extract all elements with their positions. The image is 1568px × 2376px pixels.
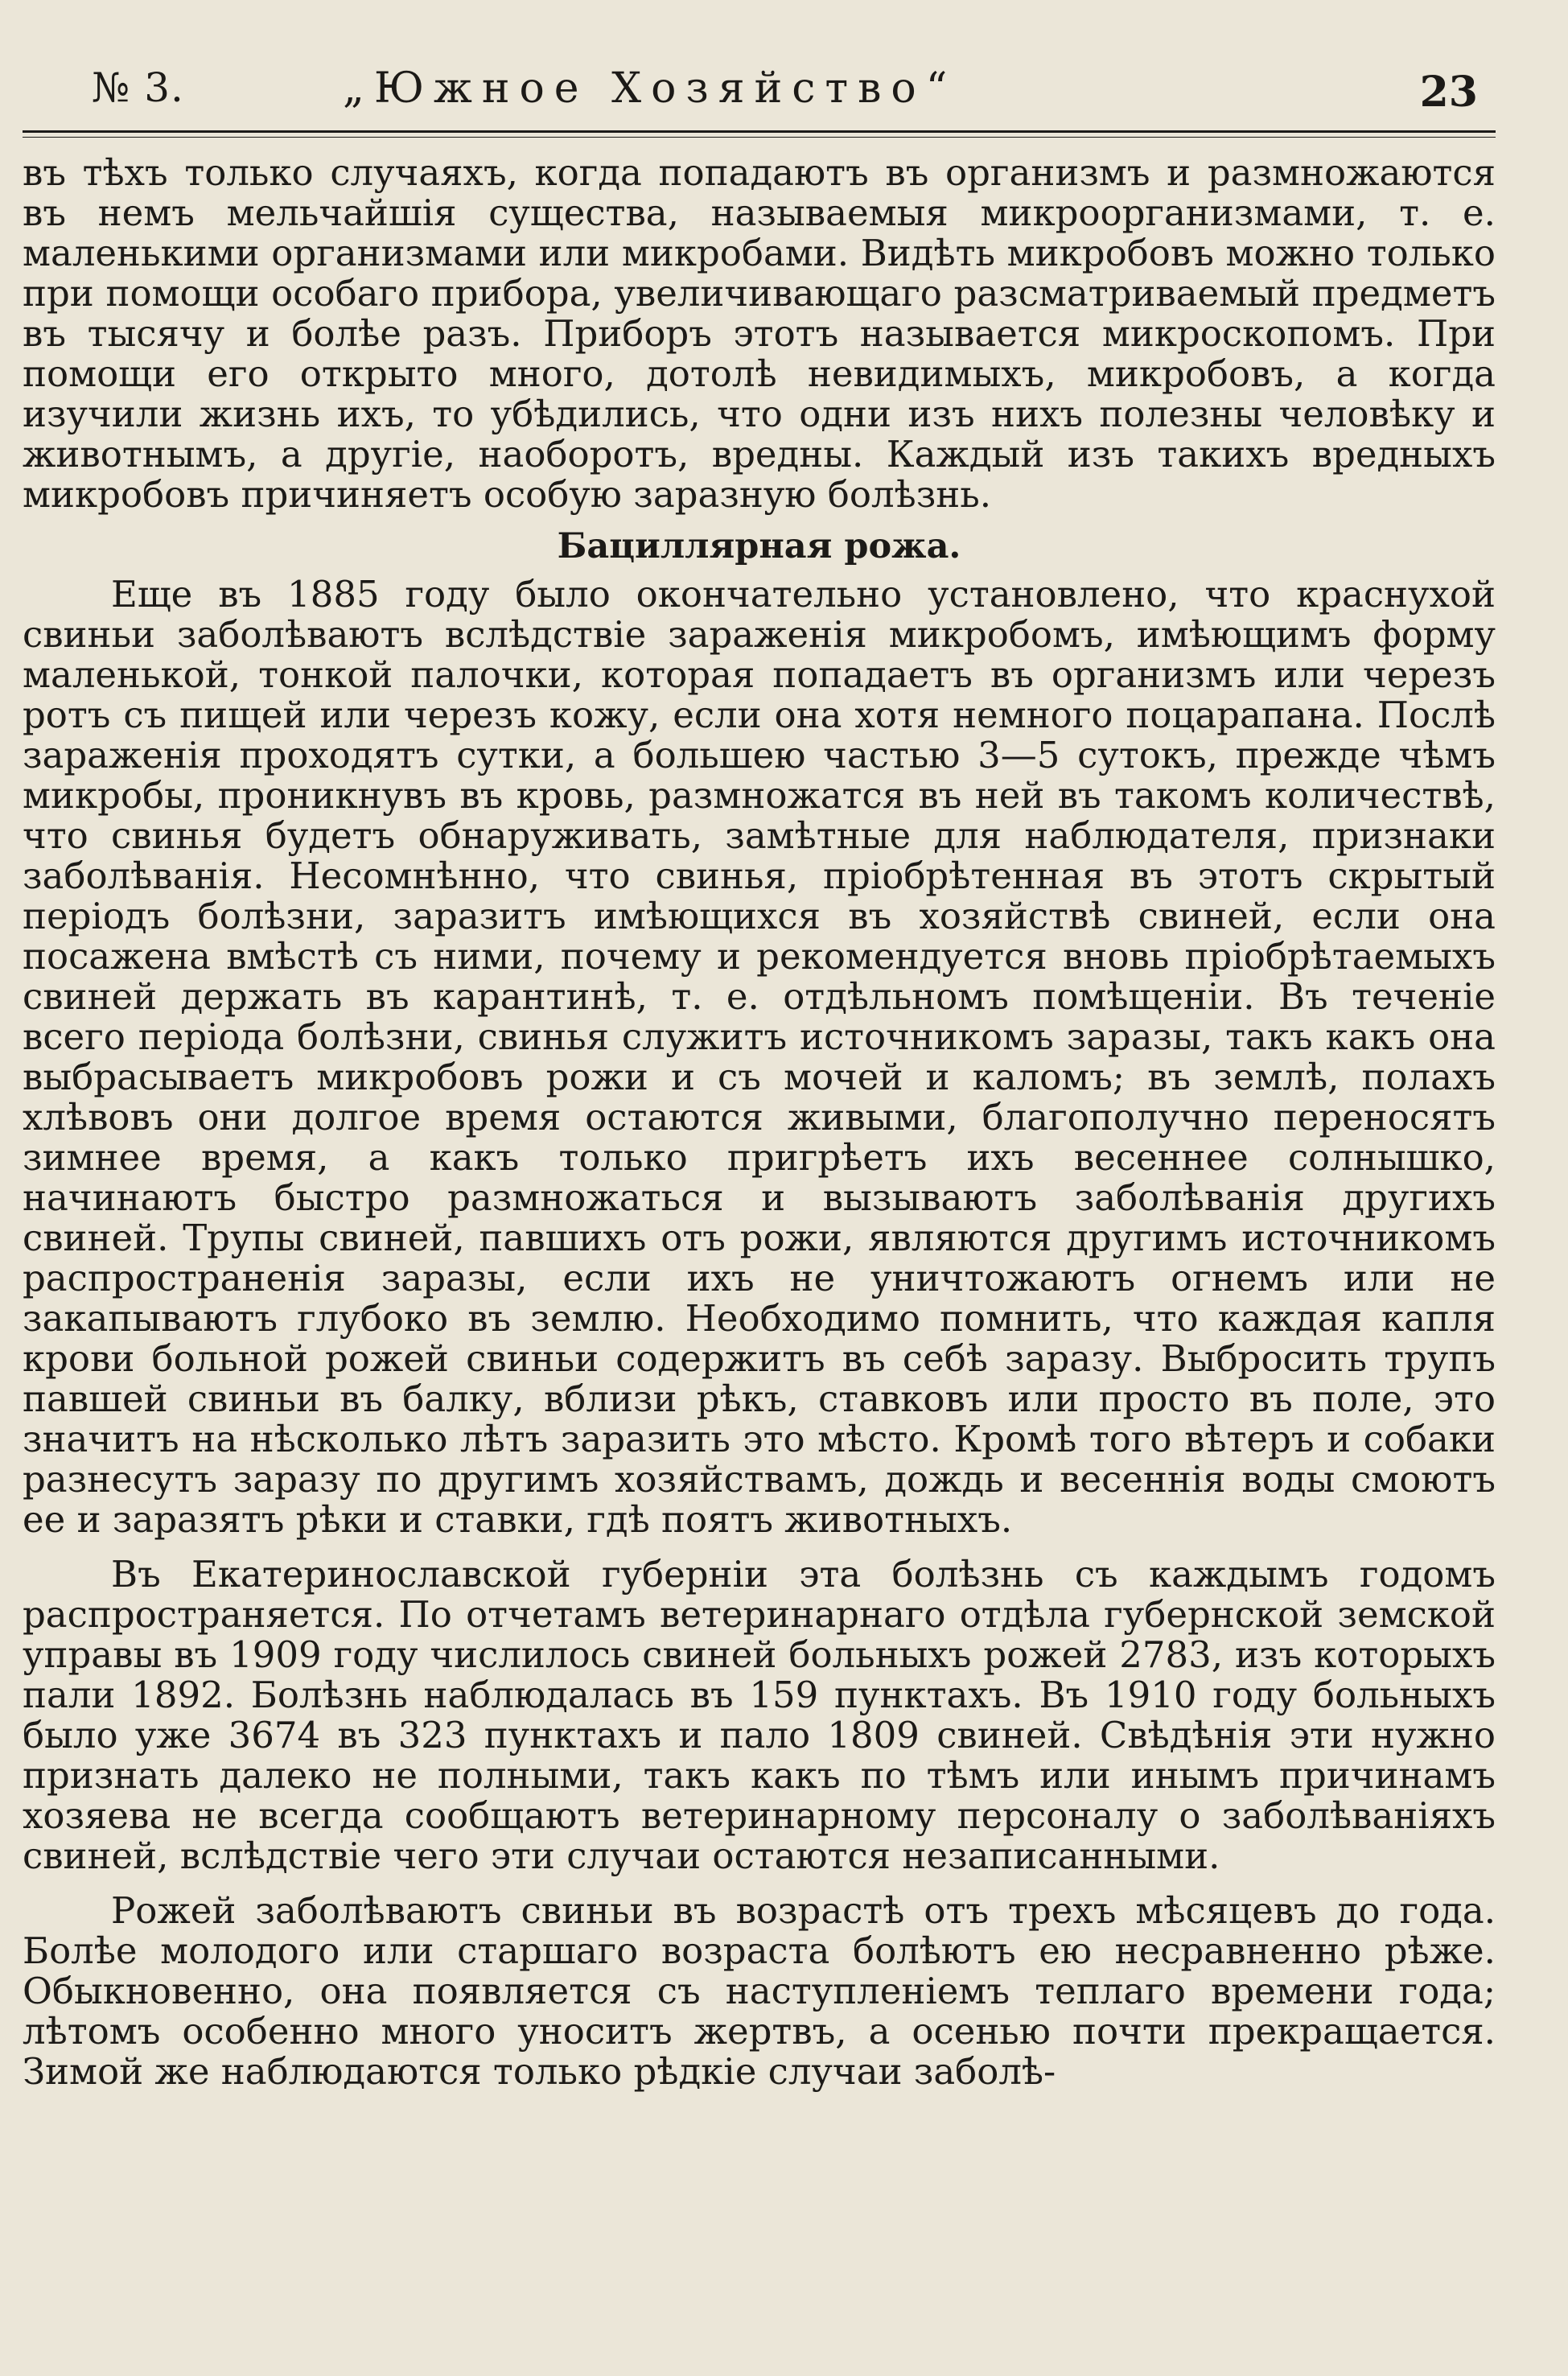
article-body: [23, 135, 1496, 2092]
header-rule-thin: [23, 137, 1496, 138]
journal-title: „Южное Хозяйство“: [343, 64, 957, 113]
header-rule: [23, 130, 1496, 133]
paragraph: Рожей заболѣваютъ свиньи въ возрастѣ отъ трехъ мѣсяцевъ до года. Болѣе молодого или старшаго возраста болѣютъ ею несравненно рѣже. Обыкновенно, она появляется съ наступленіемъ теплаго времени года; лѣтомъ особенно много уноситъ жертвъ, а осенью почти прекращается. Зимой же наблюдаются только рѣдкіе случаи заболѣ-: [23, 1889, 1496, 2093]
paragraph: Еще въ 1885 году было окончательно установлено, что краснухой свиньи заболѣваютъ вслѣдствіе зараженія микробомъ, имѣющимъ форму маленькой, тонкой палочки, которая попадаетъ въ организмъ или черезъ ротъ съ пищей или черезъ кожу, если она хотя немного поцарапана. Послѣ зараженія проходятъ сутки, а большею частью 3—5 сутокъ, прежде чѣмъ микробы, проникнувъ въ кровь, размножатся въ ней въ такомъ количествѣ, что свинья будетъ обнаруживать, замѣтные для наблюдателя, признаки заболѣванія. Несомнѣнно, что свинья, пріобрѣтенная въ этотъ скрытый періодъ болѣзни, заразитъ имѣющихся въ хозяйствѣ свиней, если она посажена вмѣстѣ съ ними, почему и рекомендуется вновь пріобрѣтаемыхъ свиней держать въ карантинѣ, т. е. отдѣльномъ помѣщеніи. Въ теченіе всего періода болѣзни, свинья служитъ источникомъ заразы, такъ какъ она выбрасываетъ микробовъ рожи и съ мочей и каломъ; въ землѣ, полахъ хлѣвовъ они долгое время остаются живыми, благополучно переносятъ зимнее время, а какъ только пригрѣетъ ихъ весеннее солнышко, начинаютъ быстро размножаться и вызываютъ заболѣванія другихъ свиней. Трупы свиней, павшихъ отъ рожи, являются другимъ источникомъ распространенія заразы, если ихъ не уничтожаютъ огнемъ или не закапываютъ глубоко въ землю. Необходимо помнить, что каждая капля крови больной рожей свиньи содержитъ въ себѣ заразу. Выбросить трупъ павшей свиньи въ балку, вблизи рѣкъ, ставковъ или просто въ поле, это значитъ на нѣсколько лѣтъ заразить это мѣсто. Кромѣ того вѣтеръ и собаки разнесутъ заразу по другимъ хозяйствамъ, дождь и весеннія воды смоютъ ее и заразятъ рѣки и ставки, гдѣ поятъ животныхъ.: [23, 573, 1496, 1541]
section-heading: Бациллярная рожа.: [557, 526, 961, 566]
running-header: [23, 0, 1496, 135]
issue-number: № 3.: [92, 64, 184, 111]
page-number: 23: [1419, 68, 1478, 117]
paragraph: Въ Екатеринославской губерніи эта болѣзнь съ каждымъ годомъ распространяется. По отчетамъ ветеринарнаго отдѣла губернской земской управы въ 1909 году числилось свиней больныхъ рожей 2783, изъ которыхъ пали 1892. Болѣзнь наблюдалась въ 159 пунктахъ. Въ 1910 году больныхъ было уже 3674 въ 323 пунктахъ и пало 1809 свиней. Свѣдѣнія эти нужно признать далеко не полными, такъ какъ по тѣмъ или инымъ причинамъ хозяева не всегда сообщаютъ ветеринарному персоналу о заболѣваніяхъ свиней, вслѣдствіе чего эти случаи остаются незаписанными.: [23, 1553, 1496, 1877]
paragraph-continued: въ тѣхъ только случаяхъ, когда попадаютъ въ организмъ и размножаются въ немъ мельчайшія существа, называемыя микроорганизмами, т. е. маленькими организмами или микробами. Видѣть микробовъ можно только при помощи особаго прибора, увеличивающаго разсматриваемый предметъ въ тысячу и болѣе разъ. Приборъ этотъ называется микроскопомъ. При помощи его открыто много, дотолѣ невидимыхъ, микробовъ, а когда изучили жизнь ихъ, то убѣдились, что одни изъ нихъ полезны человѣку и животнымъ, а другіе, наоборотъ, вредны. Каждый изъ такихъ вредныхъ микробовъ причиняетъ особую заразную болѣзнь.: [23, 151, 1496, 516]
